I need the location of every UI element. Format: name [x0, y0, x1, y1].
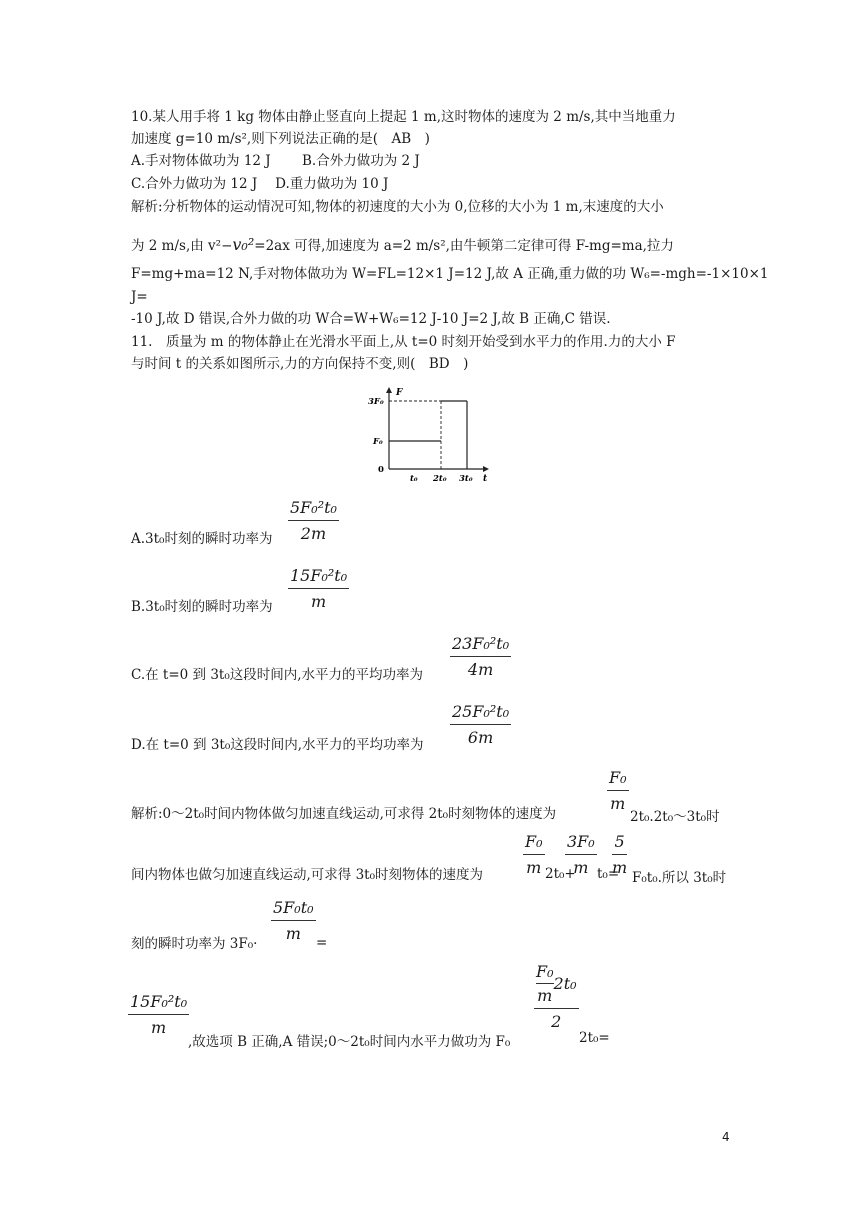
- solution-2-fraction-3: $\frac{5}{m}$: [612, 832, 628, 877]
- q10-solution-2: [131, 236, 674, 255]
- t-axis-label: t: [483, 474, 488, 484]
- tick-t0: t₀: [410, 474, 418, 484]
- q11-option-d: D.在 t=0 到 3t₀这段时间内,水平力的平均功率为: [131, 737, 424, 753]
- q11-solution-4-end: 2t₀=: [579, 1030, 610, 1046]
- q11-solution-2-mid1: 2t₀+: [545, 866, 576, 882]
- q11-solution-3-tail: =: [316, 935, 328, 951]
- q10-line-2: 加速度 g=10 m/s²,则下列说法正确的是( AB ): [131, 131, 430, 147]
- option-a-fraction: $\frac{\text{5F₀²t₀}}{2m}$: [290, 498, 337, 543]
- q11-solution-1: 解析:0～2t₀时间内物体做匀加速直线运动,可求得 2t₀时刻物体的速度为: [131, 806, 557, 822]
- solution-1-fraction: $\frac{\text{F₀}}{m}$: [609, 768, 627, 813]
- solution-2-fraction-1: $\frac{\text{F₀}}{m}$: [525, 832, 543, 877]
- tick-3t0: 3t₀: [459, 474, 473, 484]
- solution-3-fraction: $\frac{\text{5F₀t₀}}{m}$: [273, 898, 314, 943]
- solution-2-fraction-2: $\frac{\text{3F₀}}{m}$: [567, 832, 595, 877]
- q10-options-ab: A.手对物体做功为 12 J B.合外力做功为 2 J: [131, 153, 420, 169]
- q11-line-2: 与时间 t 的关系如图所示,力的方向保持不变,则( BD ): [131, 356, 469, 372]
- q11-solution-3: 刻的瞬时功率为 3F₀·: [131, 936, 258, 952]
- solution-4-nested-fraction: $\frac{\text{F₀}}{m}$ 2t₀ 2: [536, 962, 577, 1031]
- option-c-fraction: $\frac{\text{23F₀²t₀}}{4m}$: [452, 634, 510, 679]
- option-d-fraction: $\frac{\text{25F₀²t₀}}{6m}$: [452, 702, 510, 747]
- solution-4-fraction: $\frac{\text{15F₀²t₀}}{m}$: [130, 992, 188, 1037]
- tick-3f0: 3F₀: [368, 397, 384, 407]
- q10-solution-2c: =2ax 可得,加速度为 a=2 m/s²,由牛顿第二定律可得 F-mg=ma,拉力: [254, 238, 674, 254]
- q11-solution-4: ,故选项 B 正确,A 错误;0～2t₀时间内水平力做功为 F₀: [188, 1034, 511, 1050]
- q11-option-b: B.3t₀时刻的瞬时功率为: [131, 599, 273, 615]
- q10-solution-3: F=mg+ma=12 N,手对物体做功为 W=FL=12×1 J=12 J,故 A 正确,重力做的功 W₆=-mgh=-1×10×1: [131, 266, 769, 282]
- q10-solution-2a: 为 2 m/s,由 v²−: [131, 238, 233, 254]
- tick-2t0: 2t₀: [433, 474, 447, 484]
- q10-options-cd: C.合外力做功为 12 J D.重力做功为 10 J: [131, 176, 389, 192]
- tick-f0: F₀: [373, 437, 383, 447]
- q11-option-c: C.在 t=0 到 3t₀这段时间内,水平力的平均功率为: [131, 667, 424, 683]
- q11-line-1: 11. 质量为 m 的物体静止在光滑水平面上,从 t=0 时刻开始受到水平力的作用.力的大小 F: [131, 334, 676, 350]
- tick-origin: 0: [378, 465, 384, 475]
- q11-solution-2-mid2: t₀=: [597, 866, 620, 882]
- page-number: 4: [722, 1130, 730, 1144]
- q10-solution-5: -10 J,故 D 错误,合外力做的功 W合=W+W₆=12 J-10 J=2 J,故 B 正确,C 错误.: [131, 311, 611, 327]
- q11-solution-1-tail: 2t₀.2t₀～3t₀时: [630, 809, 720, 825]
- option-b-fraction: $\frac{\text{15F₀²t₀}}{m}$: [290, 566, 348, 611]
- f-axis-label: F: [396, 388, 403, 398]
- force-time-graph: [365, 385, 495, 485]
- q10-line-1: 10.某人用手将 1 kg 物体由静止竖直向上提起 1 m,这时物体的速度为 2 m/s,其中当地重力: [131, 109, 676, 125]
- q10-v0-squared: v₀²: [232, 235, 255, 254]
- q11-solution-2: 间内物体也做匀加速直线运动,可求得 3t₀时刻物体的速度为: [131, 867, 484, 883]
- q10-solution-1: 解析:分析物体的运动情况可知,物体的初速度的大小为 0,位移的大小为 1 m,末速度的大小: [131, 199, 664, 215]
- q10-solution-4: J=: [131, 289, 148, 305]
- q11-option-a: A.3t₀时刻的瞬时功率为: [131, 531, 273, 547]
- q11-solution-2-tail: F₀t₀.所以 3t₀时: [632, 870, 727, 886]
